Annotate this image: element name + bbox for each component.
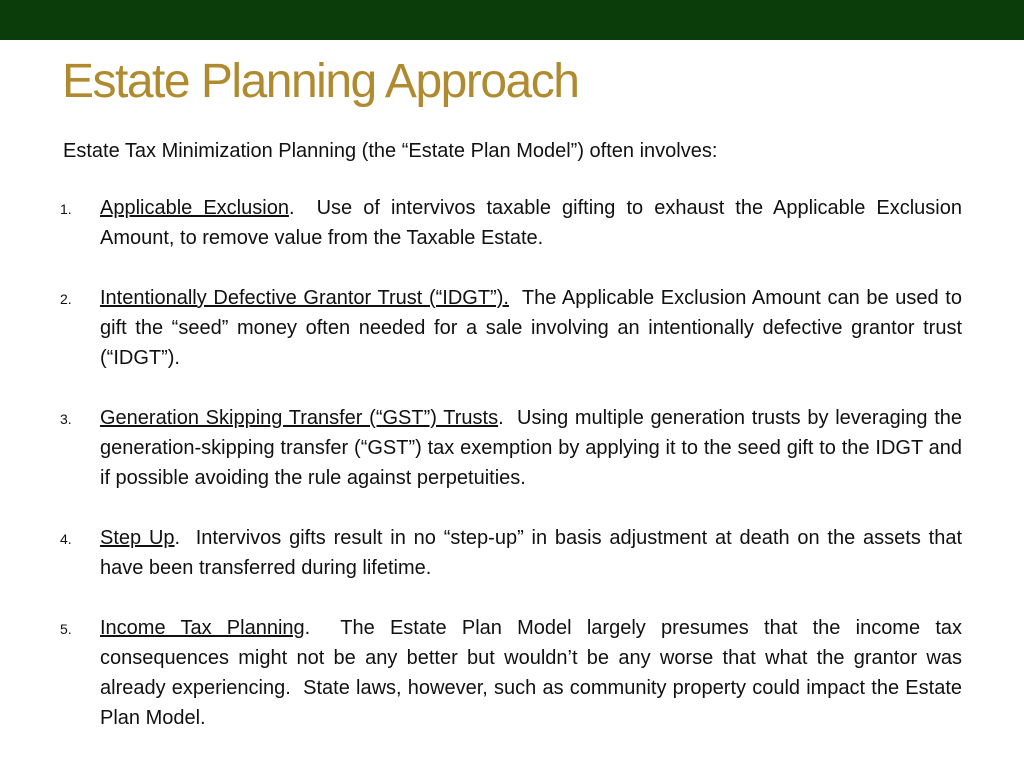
top-banner-bar [0, 0, 1024, 40]
list-number: 2. [60, 291, 72, 307]
item-heading: Applicable Exclusion [100, 197, 289, 219]
item-heading: Intentionally Defective Grantor Trust (“IDGT”). [100, 287, 509, 309]
intro-text: Estate Tax Minimization Planning (the “Estate Plan Model”) often involves: [63, 140, 718, 162]
slide-title: Estate Planning Approach [62, 55, 579, 108]
item-heading-punct: . [288, 197, 295, 219]
item-body: The Estate Plan Model largely presumes that the income tax consequences might not be any better but wouldn’t be any worse that what the grantor was already experiencing. State laws, however, such as community property could impact the Estate Plan Model. [100, 617, 968, 729]
list-item-step-up [60, 523, 968, 583]
list-item-income-tax-planning [60, 613, 968, 733]
list-number: 4. [60, 531, 72, 547]
item-body: The Applicable Exclusion Amount can be used to gift the “seed” money often needed for a sale involving an intentionally defective grantor trust (“IDGT”). [100, 287, 968, 369]
list-item-idgt [60, 283, 968, 373]
item-heading: Generation Skipping Transfer (“GST”) Trusts [100, 407, 499, 429]
item-heading: Income Tax Planning [100, 617, 305, 639]
list-number: 1. [60, 201, 72, 217]
item-body: Using multiple generation trusts by leveraging the generation-skipping transfer (“GST”) tax exemption by applying it to the seed gift to the IDGT and if possible avoiding the rule against perpetuities. [100, 407, 968, 489]
item-body: Intervivos gifts result in no “step-up” in basis adjustment at death on the assets that have been transferred during lifetime. [100, 527, 968, 579]
item-body: Use of intervivos taxable gifting to exhaust the Applicable Exclusion Amount, to remove value from the Taxable Estate. [100, 197, 967, 249]
item-heading-punct: . [304, 617, 311, 639]
item-heading: Step Up [100, 527, 175, 549]
list-number: 5. [60, 621, 72, 637]
list-item-applicable-exclusion [60, 193, 967, 253]
item-heading-punct: . [498, 407, 504, 429]
item-heading-punct: . [174, 527, 181, 549]
list-number: 3. [60, 411, 72, 427]
list-item-gst-trusts [60, 403, 968, 493]
